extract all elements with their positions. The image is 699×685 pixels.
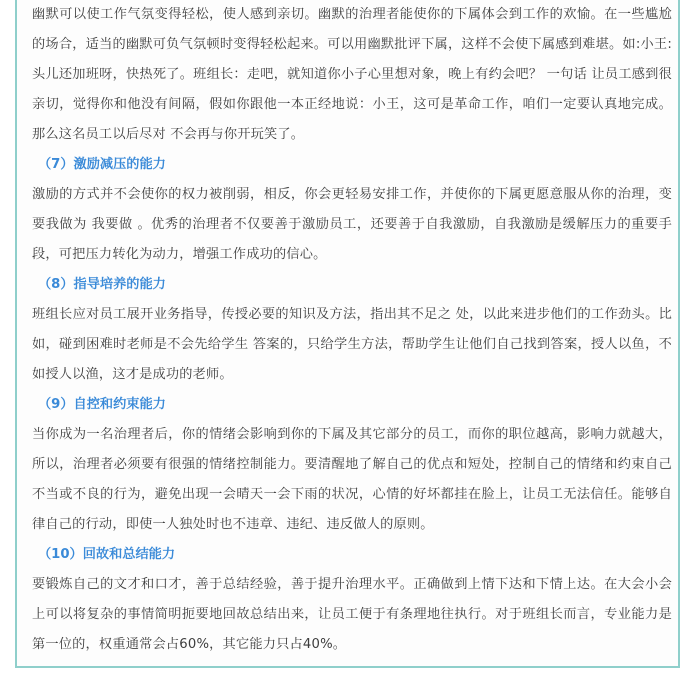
paragraph-humor: 幽默可以使工作气氛变得轻松，使人感到亲切。幽默的治理者能使你的下属体会到工作的欢愉。在一些尴尬的场合，适当的幽默可负气氛顿时变得轻松起来。可以用幽默批评下属，这样不会使下属感到难堪。如:小王:头儿还加班呀，快热死了。班组长：走吧，就知道你小子心里想对象，晚上有约会吧？ 一句话 让员工感到很亲切，觉得你和他没有间隔，假如你跟他一本正经地说：小王，这可是革命工作，咱们一定要认真地完成。那么这名员工以后尽对 不会再与你开玩笑了。 — [32, 7, 672, 142]
section-heading-guidance: （8）指导培养的能力 — [38, 277, 166, 292]
section-heading-motivation: （7）激励减压的能力 — [38, 157, 166, 172]
paragraph-summary: 要锻炼自己的文才和口才，善于总结经验，善于提升治理水平。正确做到上情下达和下情上达。在大会小会上可以将复杂的事情简明扼要地回故总结出来，让员工便于有条理地往执行。对于班组长而言，专业能力是第一位的，权重通常会占60%，其它能力只占40%。 — [32, 577, 672, 652]
section-heading-self-control: （9）自控和约束能力 — [38, 397, 166, 412]
article-body — [32, 0, 672, 660]
paragraph-self-control: 当你成为一名治理者后，你的情绪会影响到你的下属及其它部分的员工，而你的职位越高，影响力就越大，所以，治理者必须要有很强的情绪控制能力。要清醒地了解自己的优点和短处，控制自己的情绪和约束自己不当或不良的行为，避免出现一会晴天一会下雨的状况，心情的好坏都挂在脸上，让员工无法信任。能够自律自己的行动，即使一人独处时也不违章、违纪、违反做人的原则。 — [32, 427, 672, 532]
paragraph-guidance: 班组长应对员工展开业务指导，传授必要的知识及方法，指出其不足之 处，以此来进步他们的工作劲头。比如，碰到困难时老师是不会先给学生 答案的，只给学生方法，帮助学生让他们自己找到答案，授人以鱼，不如授人以渔，这才是成功的老师。 — [32, 307, 672, 382]
paragraph-motivation: 激励的方式并不会使你的权力被削弱，相反，你会更轻易安排工作，并使你的下属更愿意服从你的治理，变要我做为 我要做 。优秀的治理者不仅要善于激励员工，还要善于自我激励，自我激励是缓解压力的重要手段，可把压力转化为动力，增强工作成功的信心。 — [32, 187, 672, 262]
section-heading-summary: （10）回故和总结能力 — [38, 547, 176, 562]
